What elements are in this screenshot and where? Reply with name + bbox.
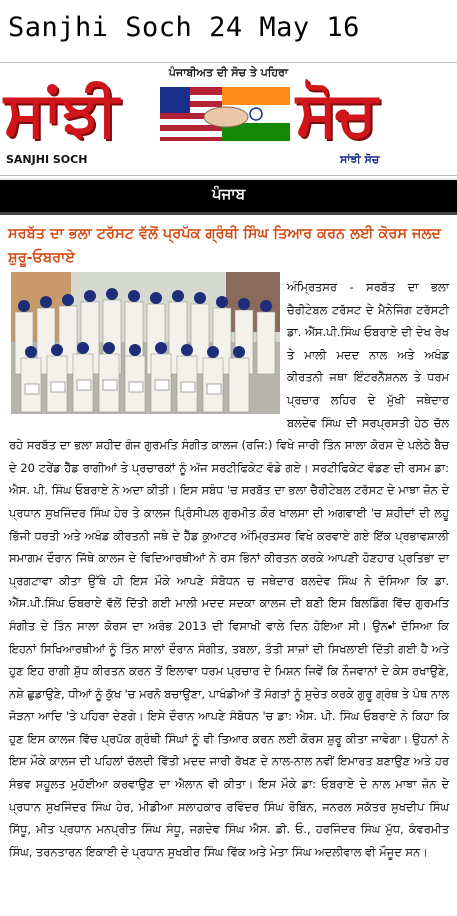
- logo-english-text: SANJHI SOCH: [6, 153, 88, 166]
- section-header: [0, 178, 457, 215]
- logo-punjabi-small-text: ਸਾਂਝੀ ਸੋਚ: [340, 153, 380, 166]
- page-header: [0, 0, 457, 62]
- photo-spacer: [9, 276, 287, 416]
- newspaper-masthead: [0, 62, 457, 176]
- masthead-tagline: ਪੰਜਾਬੀਅਤ ਦੀ ਸੋਚ ਤੇ ਪਹਿਰਾ: [168, 66, 289, 79]
- logo-word-right: ਸੋਚ: [296, 77, 376, 150]
- page-title: Sanjhi Soch 24 May 16: [8, 12, 360, 43]
- logo-word-left: ਸਾਂਝੀ: [4, 77, 117, 150]
- article-body: [9, 276, 449, 863]
- section-label: ਪੰਜਾਬ: [211, 185, 246, 203]
- article-headline: ਸਰਬੱਤ ਦਾ ਭਲਾ ਟਰੱਸਟ ਵੱਲੋਂ ਪ੍ਰਪੱਕ ਗ੍ਰੰਥੀ ਸਿੰਘ ਤਿਆਰ ਕਰਨ ਲਈ ਕੋਰਸ ਜਲਦ ਸ਼ੁਰੂ-ਓਬਰਾਏ: [8, 226, 441, 266]
- article-body-text: ਅੰਮ੍ਰਿਤਸਰ - ਸਰਬੱਤ ਦਾ ਭਲਾ ਚੈਰੀਟੇਬਲ ਟਰੱਸਟ ਦੇ ਮੈਨੇਜਿੰਗ ਟਰੱਸਟੀ ਡਾ. ਐੱਸ.ਪੀ.ਸਿੰਘ ਓਬਰਾਏ ਦੀ ਦੇਖ ਰੇਖ ਤੇ ਮਾਲੀ ਮਦਦ ਨਾਲ ਅਤੇ ਅਖੰਡ ਕੀਰਤਨੀ ਜਥਾ ਇੰਟਰਨੈਸ਼ਨਲ ਤੇ ਧਰਮ ਪ੍ਰਚਾਰ ਲਹਿਰ ਦੇ ਮੁੱਖੀ ਜਥੇਦਾਰ ਬਲਦੇਵ ਸਿੰਘ ਦੀ ਸਰਪ੍ਰਸਤੀ ਹੇਠ ਚੱਲ ਰਹੇ ਸਰਬੱਤ ਦਾ ਭਲਾ ਸ਼ਹੀਦ ਗੰਜ ਗੁਰਮਤਿ ਸੰਗੀਤ ਕਾਲਜ (ਰਜਿ:) ਵਿਖੇ ਜਾਰੀ ਤਿੰਨ ਸਾਲਾ ਕੋਰਸ ਦੇ ਪਲੇਠੇ ਬੈਚ ਦੇ 20 ਟਰੇਂਡ ਹੈੱਡ ਰਾਗੀਆਂ ਤੇ ਪ੍ਰਚਾਰਕਾਂ ਨੂੰ ਅੱਜ ਸਰਟੀਫਿਕੇਟ ਵੰਡੇ ਗਏ। ਸਰਟੀਫਿਕੇਟ ਵੰਡਣ ਦੀ ਰਸਮ ਡਾ: ਐਸ. ਪੀ. ਸਿੰਘ ਓਬਰਾਏ ਨੇ ਅਦਾ ਕੀਤੀ। ਇਸ ਸਬੰਧ 'ਚ ਸਰਬੱਤ ਦਾ ਭਲਾ ਚੈਰੀਟੇਬਲ ਟਰੱਸਟ ਦੇ ਮਾਝਾ ਜ਼ੋਨ ਦੇ ਪ੍ਰਧਾਨ ਸੁਖਜਿੰਦਰ ਸਿੰਘ ਹੇਰ ਤੇ ਕਾਲਜ ਪ੍ਰਿੰਸੀਪਲ ਗੁਰਮੀਤ ਕੌਰ ਖਾਲਸਾ ਦੀ ਅਗਵਾਈ 'ਚ ਸ਼ਹੀਦਾਂ ਦੀ ਲਹੂ ਭਿੱਜੀ ਧਰਤੀ ਅਤੇ ਅਖੰਡ ਕੀਰਤਨੀ ਜਥੇ ਦੇ ਹੈੱਡ ਕੁਆਟਰ ਅੰਮ੍ਰਿਤਸਰ ਵਿਖੇ ਕਰਵਾਏ ਗਏ ਇੱਕ ਪ੍ਰਭਾਵਸ਼ਾਲੀ ਸਮਾਗਮ ਦੌਰਾਨ ਜਿੱਥੇ ਕਾਲਜ ਦੇ ਵਿਦਿਆਰਥੀਆਂ ਨੇ ਰਸ ਭਿੰਨਾਂ ਕੀਰਤਨ ਕਰਕੇ ਆਪਣੀ ਹੋਣਹਾਰ ਪ੍ਰਤਿਭਾ ਦਾ ਪ੍ਰਗਟਾਵਾ ਕੀਤਾ ਉੱਥੇ ਹੀ ਇਸ ਮੌਕੇ ਆਪਣੇ ਸੰਬੋਧਨ ਚ ਜਥੇਦਾਰ ਬਲਦੇਵ ਸਿੰਘ ਨੇ ਦੱਸਿਆ ਕਿ ਡਾ. ਐੱਸ.ਪੀ.ਸਿੰਘ ਓਬਰਾਏ ਵੱਲੋਂ ਦਿੱਤੀ ਗਈ ਮਾਲੀ ਮਦਦ ਸਦਕਾ ਕਾਲਜ ਦੀ ਬਣੀ ਇਸ ਬਿਲਡਿੰਗ ਵਿੱਚ ਗੁਰਮਤਿ ਸੰਗੀਤ ਦੇ ਤਿੰਨ ਸਾਲਾ ਕੋਰਸ ਦਾ ਅਰੰਭ 2013 ਦੀ ਵਿਸਾਖੀ ਵਾਲੇ ਦਿਨ ਹੋਇਆ ਸੀ। ਉਨ•ਾਂ ਦੱਸਿਆ ਕਿ ਇਹਨਾਂ ਸਿਖਿਆਰਥੀਆਂ ਨੂੰ ਤਿੰਨ ਸਾਲਾਂ ਦੌਰਾਨ ਸੰਗੀਤ, ਤਬਲਾ, ਤੰਤੀ ਸਾਜ਼ਾਂ ਦੀ ਸਿਖਲਾਈ ਦਿੱਤੀ ਗਈ ਹੈ ਅਤੇ ਹੁਣ ਇਹ ਰਾਗੀ ਸ਼ੁੱਧ ਕੀਰਤਨ ਕਰਨ ਤੋਂ ਇਲਾਵਾ ਧਰਮ ਪ੍ਰਚਾਰ ਦੇ ਮਿਸ਼ਨ ਜਿਵੇਂ ਕਿ ਨੌਜਵਾਨਾਂ ਦੇ ਕੇਸ ਰਖਾਉਣੇ, ਨਸ਼ੇ ਛੁਡਾਉਣੇ, ਧੀਆਂ ਨੂੰ ਕੁੱਖ 'ਚ ਮਰਨੋ ਬਚਾਉਣਾ, ਪਾਖੰਡੀਆਂ ਤੋਂ ਸੰਗਤਾਂ ਨੂੰ ਸੁਚੇਤ ਕਰਕੇ ਗੁਰੂ ਗ੍ਰੰਥ ਤੇ ਪੰਥ ਨਾਲ ਜੋੜਨਾ ਆਦਿ 'ਤੇ ਪਹਿਰਾ ਦੇਣਗੇ। ਇਸੇ ਦੌਰਾਨ ਆਪਣੇ ਸੰਬੋਧਨ 'ਚ ਡਾ: ਐਸ. ਪੀ. ਸਿੰਘ ਓਬਰਾਏ ਨੇ ਕਿਹਾ ਕਿ ਹੁਣ ਇਸ ਕਾਲਜ ਵਿੱਚ ਪ੍ਰਪੱਕ ਗ੍ਰੰਥੀ ਸਿੰਘਾਂ ਨੂੰ ਵੀ ਤਿਆਰ ਕਰਨ ਲਈ ਕੋਰਸ ਸ਼ੁਰੂ ਕੀਤਾ ਜਾਵੇਗਾ। ਉਹਨਾਂ ਨੇ ਇਸ ਮੌਕੇ ਕਾਲਜ ਦੀ ਪਹਿਲਾਂ ਚੱਲਦੀ ਵਿੱਤੀ ਮਦਦ ਜਾਰੀ ਰੱਖਣ ਦੇ ਨਾਲ-ਨਾਲ ਨਵੀਂ ਇਮਾਰਤ ਬਣਾਉਣ ਅਤੇ ਹਰ ਸੰਭਵ ਸਹੂਲਤ ਮੁਹੱਈਆ ਕਰਵਾਉਣ ਦਾ ਐਲਾਨ ਵੀ ਕੀਤਾ। ਇਸ ਮੌਕੇ ਡਾ: ਓਬਰਾਏ ਦੇ ਨਾਲ ਮਾਝਾ ਜ਼ੋਨ ਦੇ ਪ੍ਰਧਾਨ ਸੁਖਜਿੰਦਰ ਸਿੰਘ ਹੇਰ, ਮੀਡੀਆ ਸਲਾਹਕਾਰ ਰਵਿੰਦਰ ਸਿੰਘ ਰੋਬਿਨ, ਜਨਰਲ ਸਕੱਤਰ ਸੁਖਦੀਪ ਸਿੰਘ ਸਿੱਧੂ, ਮੀਤ ਪ੍ਰਧਾਨ ਮਨਪ੍ਰੀਤ ਸਿੰਘ ਸੰਧੂ, ਜਗਦੇਵ ਸਿੰਘ ਐਸ. ਡੀ. ਓ., ਹਰਜਿੰਦਰ ਸਿੰਘ ਮੁੱਧ, ਕੰਵਰਮੀਤ ਸਿੰਘ, ਤਰਨਤਾਰਨ ਇਕਾਈ ਦੇ ਪ੍ਰਧਾਨ ਸੁਖਬੀਰ ਸਿੰਘ ਵਿੱਕ ਅਤੇ ਮੇਤਾ ਸਿੰਘ ਅਦਲੀਵਾਲ ਵੀ ਮੌਜੂਦ ਸਨ।: [9, 280, 449, 859]
- flags-handshake-icon: [160, 79, 290, 149]
